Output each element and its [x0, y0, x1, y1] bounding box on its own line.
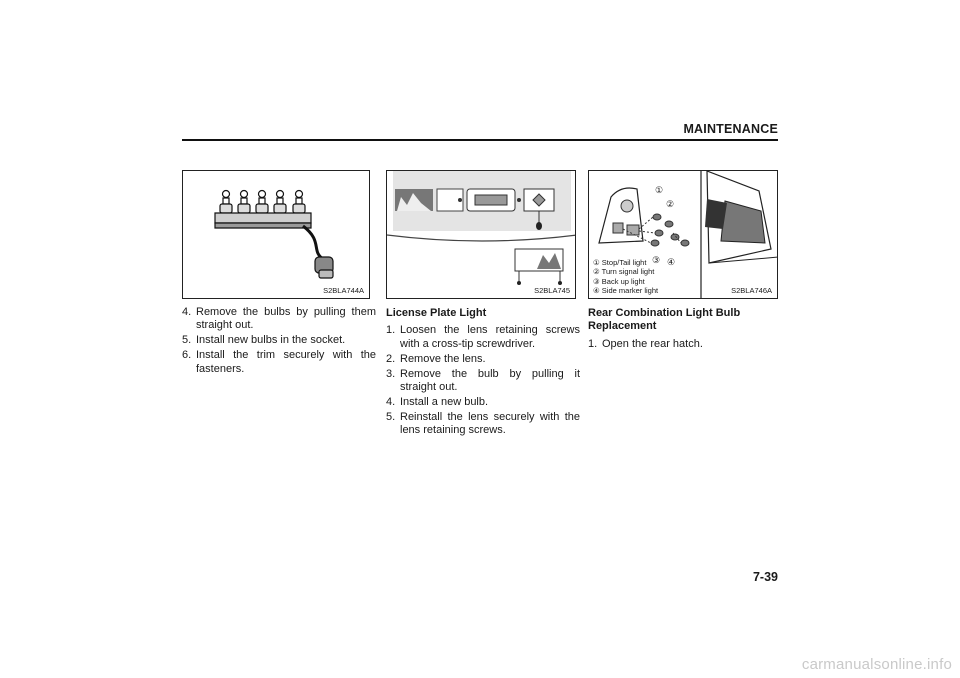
figure-legend	[593, 258, 658, 295]
page-number: 7-39	[752, 570, 778, 584]
step-item	[386, 396, 580, 409]
header-rule	[182, 139, 778, 141]
column-3	[588, 306, 782, 353]
column-2	[386, 306, 580, 439]
step-text: Remove the bulbs by pulling them straight out.	[196, 306, 376, 332]
step-text: Install new bulbs in the socket.	[196, 334, 346, 347]
section-title: MAINTENANCE	[683, 122, 778, 136]
step-text: Install a new bulb.	[400, 395, 489, 408]
step-item	[182, 349, 376, 376]
step-item	[588, 338, 782, 351]
legend-item: ① Stop/Tail light	[593, 258, 647, 268]
callout-4: ④	[667, 257, 676, 267]
figure-license-plate-light	[386, 170, 576, 299]
figure-bulb-socket	[182, 170, 370, 299]
figure-code: S2BLA745	[534, 286, 570, 295]
step-number: 1.	[386, 324, 396, 337]
step-item	[386, 411, 580, 438]
step-text: Reinstall the lens securely with the lens retaining screws.	[400, 410, 580, 437]
section-heading: License Plate Light	[386, 307, 487, 319]
step-item	[386, 324, 580, 351]
column-1	[182, 306, 376, 378]
license-plate-illustration	[387, 171, 576, 299]
section-heading: Rear Combination Light Bulb Replacement	[588, 307, 741, 333]
step-number: 6.	[182, 349, 192, 362]
step-item	[386, 368, 580, 395]
step-text: Remove the bulb by pulling it straight out.	[400, 367, 580, 394]
watermark-link[interactable]: carmanualsonline.info	[801, 656, 952, 673]
step-item	[182, 306, 376, 333]
figure-rear-combination-light	[588, 170, 778, 299]
step-number: 1.	[588, 337, 598, 350]
callout-3: ③	[652, 255, 661, 265]
step-number: 5.	[182, 334, 192, 347]
step-text: Open the rear hatch.	[602, 337, 703, 350]
step-text: Loosen the lens retaining screws with a cross-tip screwdriver.	[400, 324, 580, 350]
legend-item: ② Turn signal light	[593, 267, 655, 277]
step-number: 2.	[386, 352, 396, 365]
step-number: 4.	[386, 395, 396, 408]
step-number: 4.	[182, 306, 192, 318]
bulb-socket-illustration	[183, 171, 370, 299]
step-number: 3.	[386, 367, 396, 380]
step-text: Install the trim securely with the fasteners.	[196, 349, 376, 375]
legend-item: ④ Side marker light	[593, 285, 659, 295]
figure-code: S2BLA744A	[323, 286, 364, 295]
step-item	[182, 334, 376, 347]
step-text: Remove the lens.	[400, 352, 486, 365]
callout-2: ②	[666, 199, 675, 209]
step-item	[386, 353, 580, 366]
figure-code: S2BLA746A	[731, 286, 772, 295]
legend-item: ③ Back up light	[593, 276, 645, 286]
callout-1: ①	[655, 185, 664, 195]
step-number: 5.	[386, 410, 396, 423]
